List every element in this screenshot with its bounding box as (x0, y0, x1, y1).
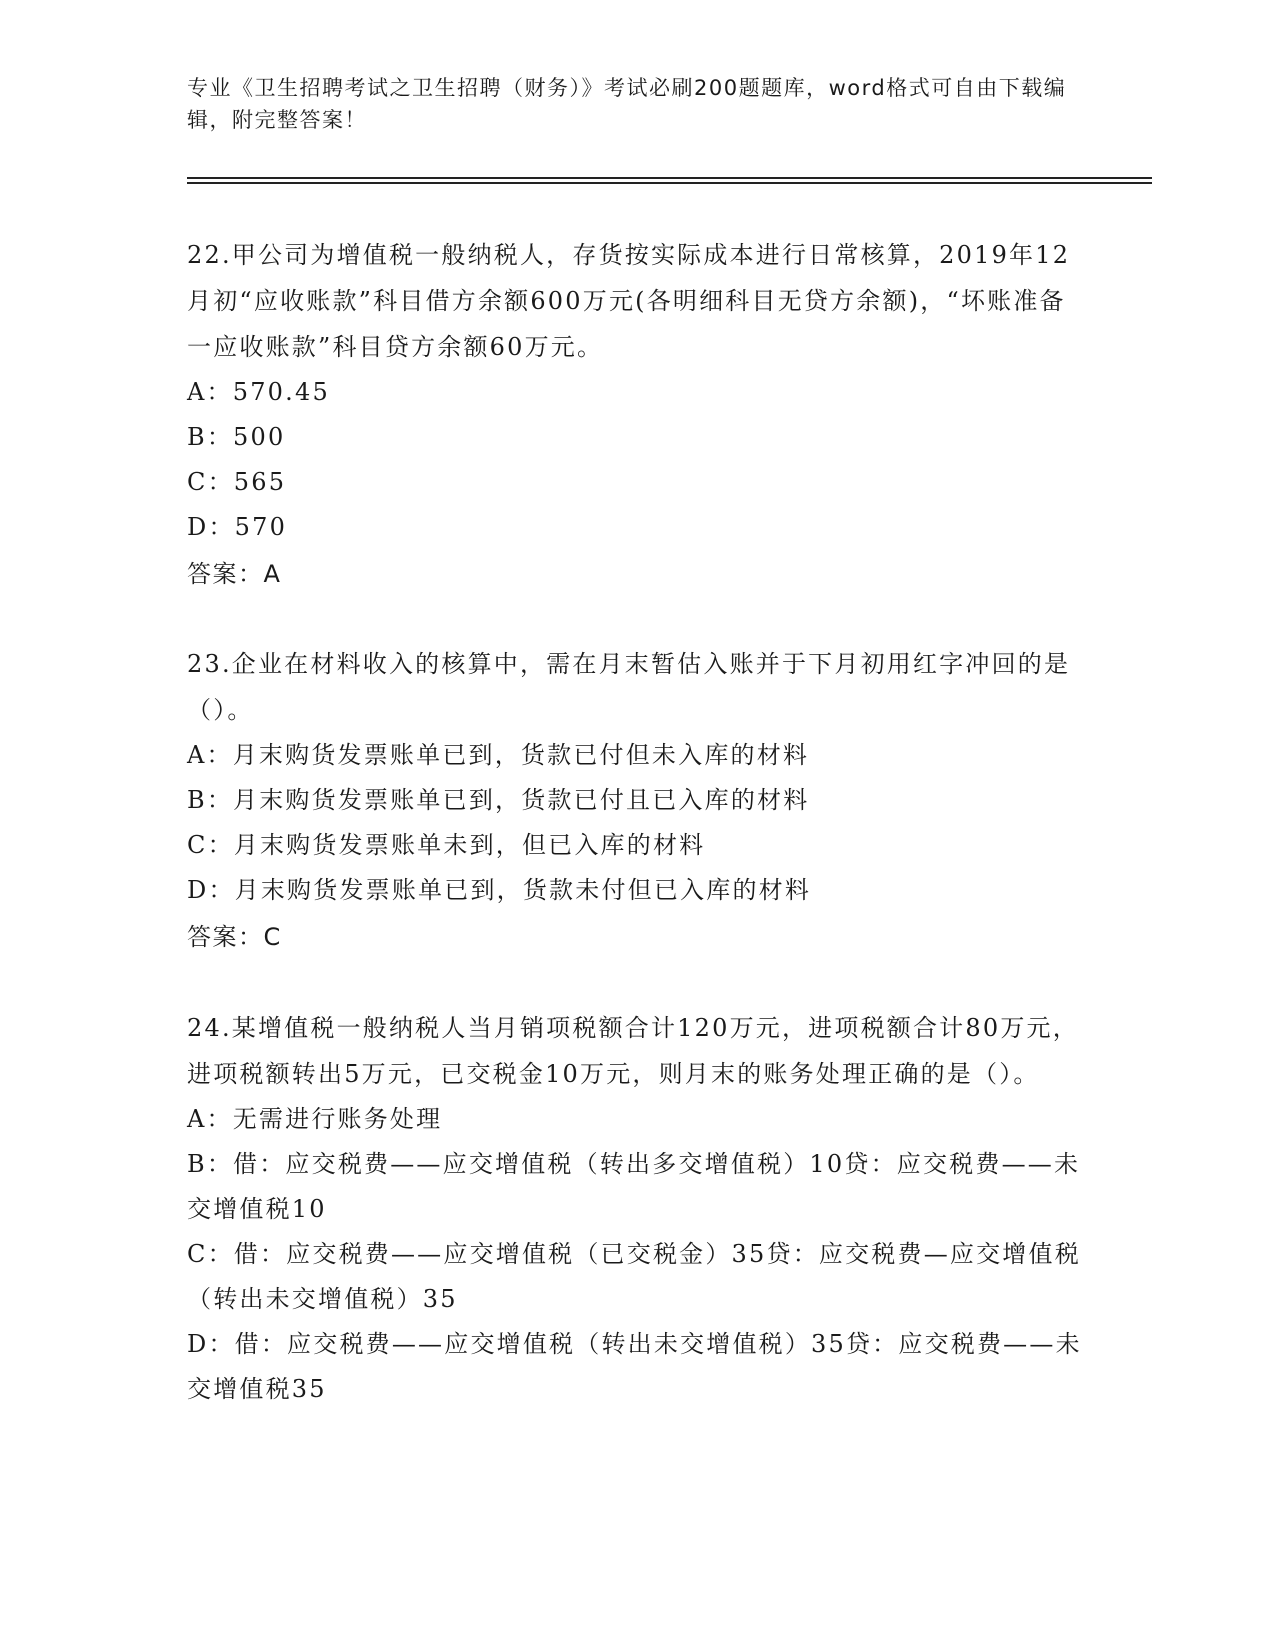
option-c: C：565 (187, 468, 287, 496)
option-a: A：570.45 (187, 378, 330, 406)
option-d: D：570 (187, 513, 288, 541)
question-stem: 23.企业在材料收入的核算中，需在月末暂估入账并于下月初用红字冲回的是（）。 (187, 650, 1071, 724)
header-divider-bottom (187, 182, 1152, 184)
option-d: D：借：应交税费——应交增值税（转出未交增值税）35贷：应交税费——未交增值税35 (187, 1330, 1082, 1403)
option-b: B：500 (187, 423, 286, 451)
question-23 (187, 641, 1087, 961)
option-d: D：月末购货发票账单已到，货款未付但已入库的材料 (187, 876, 812, 904)
question-22 (187, 232, 1087, 598)
question-24 (187, 1005, 1087, 1412)
header-text: 专业《卫生招聘考试之卫生招聘（财务）》考试必刷200题题库，word格式可自由下载编辑，附完整答案！ (187, 76, 1067, 132)
header-divider-top (187, 177, 1152, 179)
option-a: A：月末购货发票账单已到，货款已付但未入库的材料 (187, 741, 810, 769)
answer-line: 答案：C (187, 923, 282, 951)
question-stem: 22.甲公司为增值税一般纳税人，存货按实际成本进行日常核算，2019年12月初“应收账款”科目借方余额600万元(各明细科目无贷方余额)，“坏账准备一应收账款”科目贷方余额60万元。 (187, 241, 1071, 361)
document-header (187, 72, 1077, 136)
option-c: C：月末购货发票账单未到，但已入库的材料 (187, 831, 706, 859)
option-b: B：月末购货发票账单已到，货款已付且已入库的材料 (187, 786, 810, 814)
option-c: C：借：应交税费——应交增值税（已交税金）35贷：应交税费—应交增值税（转出未交增值税）35 (187, 1240, 1081, 1313)
question-stem: 24.某增值税一般纳税人当月销项税额合计120万元，进项税额合计80万元，进项税额转出5万元，已交税金10万元，则月末的账务处理正确的是（）。 (187, 1014, 1079, 1088)
option-b: B：借：应交税费——应交增值税（转出多交增值税）10贷：应交税费——未交增值税10 (187, 1150, 1081, 1223)
option-a: A：无需进行账务处理 (187, 1105, 443, 1133)
answer-line: 答案：A (187, 560, 282, 588)
